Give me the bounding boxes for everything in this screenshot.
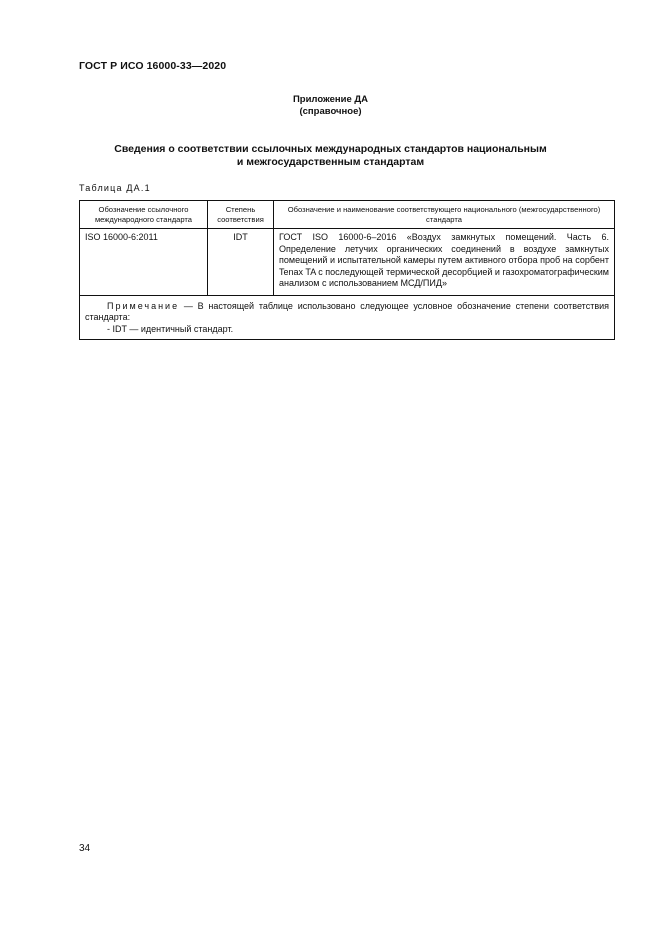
note-body: В настоящей таблице использовано следующее условное обозначение степени соответствия стандарта: bbox=[85, 300, 609, 322]
table-caption: Таблица ДА.1 bbox=[79, 183, 151, 193]
cell-degree: IDT bbox=[208, 229, 274, 296]
page-number: 34 bbox=[79, 843, 91, 854]
table-note-row bbox=[80, 295, 615, 340]
note-label: Примечание bbox=[107, 300, 180, 311]
section-title-line-2: и межгосударственным стандартам bbox=[236, 156, 425, 168]
note-item: - IDT — идентичный стандарт. bbox=[107, 323, 234, 334]
table-note bbox=[80, 295, 615, 340]
correspondence-table bbox=[79, 200, 615, 340]
cell-national-standard: ГОСТ ISO 16000-6–2016 «Воздух замкнутых помещений. Часть 6. Определение летучих органических соединений в воздухе замкнутых помещений и испытательной камеры путем активного отбора проб на сорбент Tenax TA с последующей термической десорбцией и газохроматографическим анализом с использованием МСД/ПИД» bbox=[274, 229, 615, 296]
header-degree: Степень соответствия bbox=[208, 201, 274, 229]
table-row bbox=[80, 229, 615, 296]
annex-title: Приложение ДА bbox=[292, 94, 369, 105]
document-header: ГОСТ Р ИСО 16000-33—2020 bbox=[79, 60, 227, 72]
annex-type: (справочное) bbox=[299, 106, 362, 117]
cell-ref-standard: ISO 16000-6:2011 bbox=[80, 229, 208, 296]
header-national-standard: Обозначение и наименование соответствующего национального (межгосударственного) стандарта bbox=[274, 201, 615, 229]
note-dash: — bbox=[179, 300, 198, 311]
table-header-row bbox=[80, 201, 615, 229]
header-ref-standard: Обозначение ссылочного международного стандарта bbox=[80, 201, 208, 229]
note-text bbox=[85, 301, 609, 324]
section-title-line-1: Сведения о соответствии ссылочных международных стандартов национальным bbox=[114, 143, 547, 155]
